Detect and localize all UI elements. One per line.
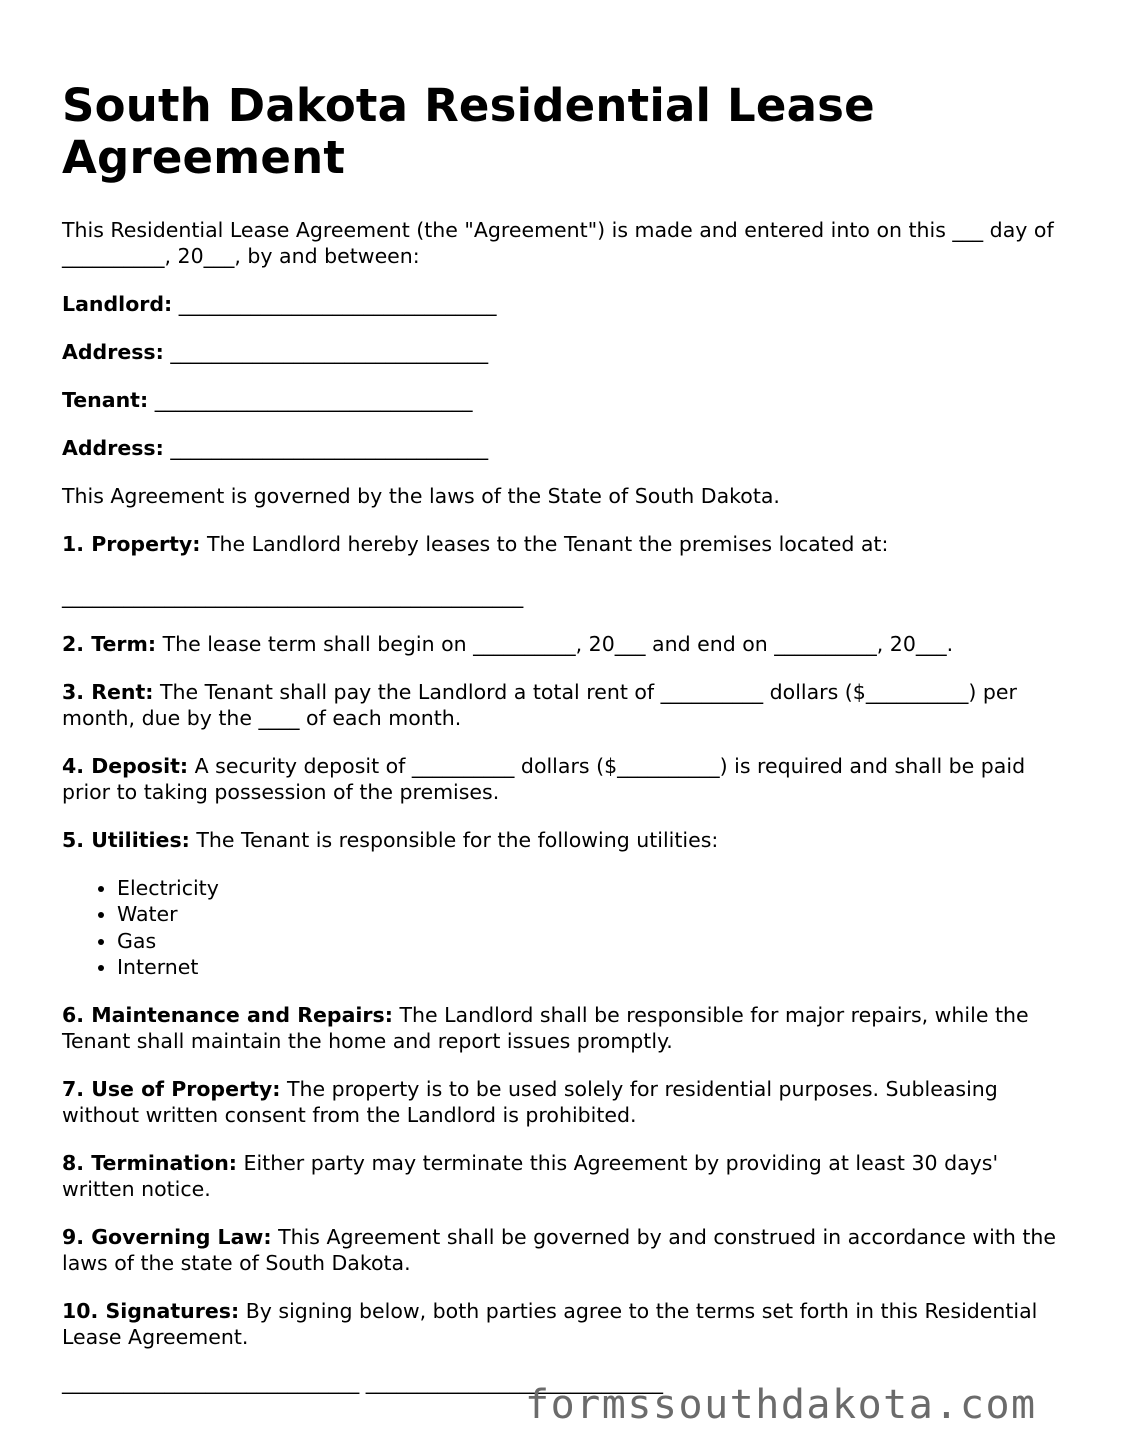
tenant-blank: _______________________________ — [154, 388, 473, 412]
lease-document — [62, 80, 1062, 1350]
tenant-field — [62, 387, 1062, 413]
landlord-field — [62, 291, 1062, 317]
section-heading: 4. Deposit: — [62, 754, 189, 778]
site-watermark: formssouthdakota.com — [525, 1382, 1037, 1428]
section-heading: 1. Property: — [62, 532, 201, 556]
section-heading: 5. Utilities: — [62, 828, 190, 852]
tenant-address-label: Address: — [62, 436, 164, 460]
landlord-blank: _______________________________ — [178, 292, 497, 316]
section-termination — [62, 1150, 1062, 1202]
tenant-label: Tenant: — [62, 388, 149, 412]
intro-paragraph: This Residential Lease Agreement (the "Agreement") is made and entered into on this ___ day of __________, 20___, by and between: — [62, 218, 1054, 268]
section-text: Either party may terminate this Agreement by providing at least 30 days' written notice. — [62, 1151, 999, 1202]
section-signatures — [62, 1298, 1062, 1350]
section-governing-law — [62, 1224, 1062, 1276]
section-property — [62, 531, 1062, 557]
list-item: • Gas — [117, 928, 1062, 954]
property-address-blank: _____________________________________________ — [62, 584, 524, 608]
document-title: South Dakota Residential Lease Agreement — [62, 79, 875, 184]
section-text: The Landlord hereby leases to the Tenant the premises located at: — [207, 532, 889, 556]
section-heading: 6. Maintenance and Repairs: — [62, 1003, 393, 1028]
section-text: The Tenant shall pay the Landlord a total rent of __________ dollars ($__________) per month, due by the ____ of each month. — [62, 680, 1017, 730]
signature-lines: _____________________________ _____________________________ — [62, 1370, 664, 1394]
section-heading: 9. Governing Law: — [62, 1225, 272, 1250]
section-text: This Agreement shall be governed by and construed in accordance with the laws of the state of South Dakota. — [62, 1225, 1057, 1276]
section-text: The lease term shall begin on __________, 20___ and end on __________, 20___. — [162, 632, 954, 656]
landlord-address-blank: _______________________________ — [170, 340, 489, 364]
section-rent — [62, 679, 1062, 731]
utilities-list — [62, 875, 1062, 980]
section-heading: 8. Termination: — [62, 1151, 237, 1176]
section-text: The Landlord shall be responsible for major repairs, while the Tenant shall maintain the home and report issues promptly. — [62, 1003, 1029, 1054]
list-item: • Water — [117, 901, 1062, 927]
section-deposit — [62, 753, 1062, 805]
tenant-address-field — [62, 435, 1062, 461]
landlord-address-field — [62, 339, 1062, 365]
list-item: • Internet — [117, 954, 1062, 980]
section-text: By signing below, both parties agree to the terms set forth in this Residential Lease Agreement. — [62, 1299, 1038, 1350]
section-term — [62, 631, 1062, 657]
section-text: The Tenant is responsible for the following utilities: — [196, 828, 719, 852]
section-maintenance — [62, 1002, 1062, 1054]
section-heading: 10. Signatures: — [62, 1299, 240, 1324]
section-text: The property is to be used solely for residential purposes. Subleasing without written consent from the Landlord is prohibited. — [62, 1077, 998, 1128]
list-item: • Electricity — [117, 875, 1062, 901]
section-heading: 2. Term: — [62, 632, 157, 656]
section-heading: 3. Rent: — [62, 680, 154, 704]
section-heading: 7. Use of Property: — [62, 1077, 281, 1102]
governed-statement: This Agreement is governed by the laws of the State of South Dakota. — [62, 484, 780, 508]
landlord-address-label: Address: — [62, 340, 164, 364]
section-use — [62, 1076, 1062, 1128]
landlord-label: Landlord: — [62, 292, 173, 316]
tenant-address-blank: _______________________________ — [170, 436, 489, 460]
section-utilities — [62, 827, 1062, 853]
section-text: A security deposit of __________ dollars ($__________) is required and shall be paid prior to taking possession of the premises. — [62, 754, 1026, 804]
